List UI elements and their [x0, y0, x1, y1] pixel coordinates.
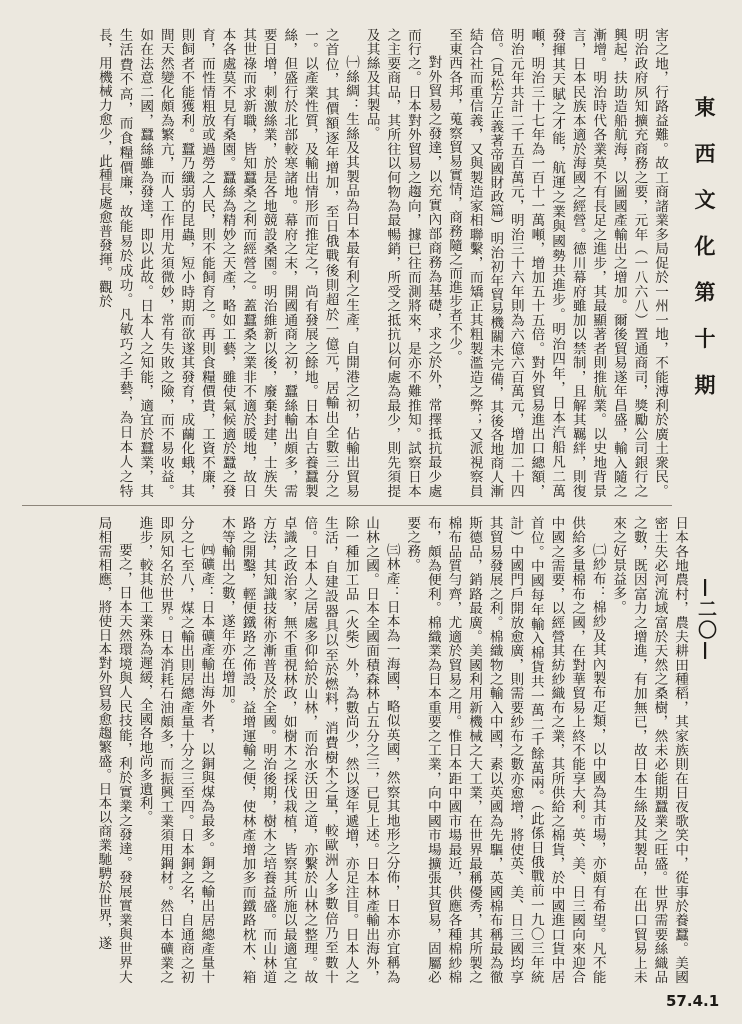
paragraph: ㈣礦產：日本礦產輸出海外者，以銅與煤為最多。銅之輸出居總產量十分之七至八，煤之輸出則居總產量十分之三至四。日本銅之名，自通商之初即夙知名於世界。日本消耗石油頗多，而振興工業須用鋼材。然日本礦業之進步，較其他工業殊為遲緩，全國各地尚多遺利。: [136, 516, 215, 984]
section-divider: [22, 505, 672, 506]
paragraph: ㈡紗布：棉紗及其內製布疋類，以中國為其市場，亦頗有希望。凡不能供給多量棉布之國，在對華貿易上終不能享大利。英、美、日三國向來迎合中國之需要，以經營其紡紗織布之業，其所供給之棉貨，於中國進口貨中居首位。中國每年輸入棉貨共一萬二千餘萬兩。（此係日俄戰前一九〇三年統計）中國門戶開放愈廣，則需要紗布之數亦愈增，將使英、美、日三國均享其貿易發展之利。棉織物之輸入中國，素以英國為先驅，英國棉布稱最為徹斯德品，銷路最廣。美國利用新機械之大工業，在世界最稱優秀，其所製之棉布品質勻齊，尤適於貿易之用。惟日本距中國市場最近，供應各種棉紗棉布，頗為便利。棉織業為日本重要之工業，向中國市場擴張其貿易，固屬必要之務。: [404, 516, 606, 984]
upper-text-section: [20, 28, 670, 498]
lower-text-section: [20, 516, 690, 984]
paragraph: ㈢林產：日本為一海國，略似英國，然察其地形之分佈，日本亦宜稱為山林之國。日本全國面積森林占五分之三，已見上述。日本林產輸出海外，除一種加工品（火柴）外，為數尚少，然以逐年遞增，亦足注目。日本人之生活，自建設器具以至於燃料，消費樹木之量，較歐洲人多數倍乃至數十倍。日本人之居處多仰給於山林，而治水沃田之道，亦繫於山林之整理。故卓識之政治家，無不重視林政，如樹木之採伐栽植，皆察其所施以最適宜之方法，其知識技術亦漸普及於全國。明治後期，樹木之培養益盛。而山林道路之開鑿，輕便鐵路之佈設，益增運輸之便，使林產增加多而鐵路枕木、箱木等輸出之數，遂年亦在增加。: [218, 516, 400, 984]
paragraph: 對外貿易之發達，以充實內部商務為基礎，求之於外，常擇抵抗最少處而行之。日本對外貿易之趨向，據已往而測將來，是亦不難推知。試察日本之主要商品，其所往以何物為最暢銷，所受之抵抗以何處為最少，則先須提及其絲及其製品。: [363, 28, 442, 498]
paragraph: 日本各地農村，農夫耕田種稻，其家族則在日夜歌笑中，從事於養蠶。美國密士失必河流域富於天然之桑樹，然未必能期蠶業之旺盛。世界需要絲織品之數，既因富力之增進，有加無已，故日本生絲及其製品，在出口貿易上未來之好景益多。: [610, 516, 688, 984]
journal-title: 東 西 文 化 第 十 期: [692, 96, 717, 404]
issue-date: 57.4.1: [666, 992, 720, 1010]
paragraph: 害之地，行路益難。故工商諸業多局促於一州一地，不能溥利於廣土衆民。明治政府夙知擴充商務之要，元年（一八六八）置通商司，獎勵公司銀行之興起，扶助造船航海，以圖國產輸出之增加。爾後貿易遂年昌盛，輸入隨之漸增。明治時代各業莫不有長足之進步，其最顯著者則推航業。以史地背景言，日本民族本適於海國之經營。德川幕府雖加以禁制，且解其羈絆，則復發揮其天賦之才能，航運之業與國勢共進步。明治四年，日本汽船凡二萬噸，明治三十七年為一百十一萬噸，增加五十五倍。對外貿易進出口總額，明治元年共計二千五百萬元，明治三十六年則為六億六百萬元，增加二十四倍。（見松方正義著帝國財政篇）明治初年貿易機關未完備，其後各地商人漸結合社而重信義，又與製造家相聯繫，而矯正其粗製濫造之弊；又派視察員至東西各邦，蒐察貿易實情，商務隨之而進步者不少。: [446, 28, 668, 498]
paragraph: ㈠絲綢：生絲及其製品為日本最有利之生產，自開港之初，佔輸出貿易之首位，其價額逐年增加，至日俄戰後則超於一億元，居輸出全數三分之一。以產業性質，及輸出情形而推定之，尚有發展之餘地。日本自古養蠶製絲，但盛行於北部較寒諸地。幕府之末，開國通商之初，蠶絲輸出頗多，需要日增，刺激絲業，於是各地競設桑園。明治維新以後，廢棄封建，士族失其世祿而求新職，皆知蠶桑之利而經營之。蓋蠶桑之業非不適於暖地，故日本各處莫不見有桑園。蠶絲為精妙之天產，略如工藝，雖使氣候適於蠶之發育，而性情粗放或過勞之人民，則不能飼育之。再則食糧價貴，工資不廉，則飼者不能獲利。蠶乃纖弱的昆蟲，短小時期而欲遂其發育，成繭化蛾，其間天然變化頗為繁亢，而人工作用尤須微妙，常有失敗之險，而不易收益。如在法意二國，蠶絲雖為發達，即以此故。日本人之知能，適宜於蠶業，其生活費不高，而食糧價廉，故能易於成功。凡敏巧之手藝，為日本人之特長，用機械力愈少，此種長處愈普發揮。觀於: [95, 28, 360, 498]
paragraph: 要之，日本天然環境與人民技能，利於實業之發達。發展實業與世界大局相需相應，將使日本對外貿易愈趨繁盛。日本以商業馳騁於世界，遂: [95, 516, 132, 984]
page-number: —二〇—: [695, 578, 717, 662]
